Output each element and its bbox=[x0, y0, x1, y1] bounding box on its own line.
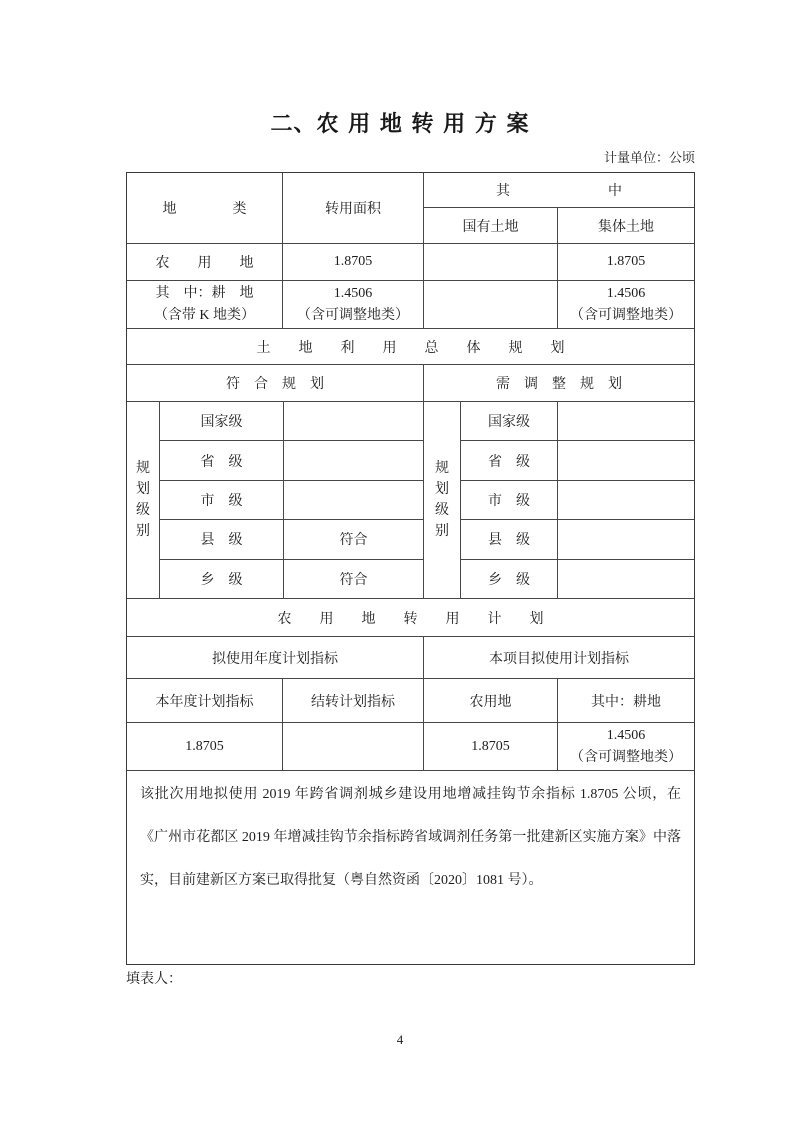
adjust-level-township: 乡 级 bbox=[461, 560, 558, 598]
conform-row-township bbox=[160, 560, 423, 598]
agricultural-area-value: 1.8705 bbox=[283, 244, 424, 280]
adjust-value-provincial bbox=[558, 441, 694, 479]
header-of-which-group bbox=[424, 173, 694, 243]
val-cultivated-land bbox=[558, 723, 694, 770]
conform-level-label-cell bbox=[127, 402, 160, 598]
plan-indicator-header-row bbox=[127, 637, 694, 679]
val-agricultural-land: 1.8705 bbox=[424, 723, 558, 770]
conform-row-national bbox=[160, 402, 423, 441]
conform-value-municipal bbox=[284, 481, 423, 519]
page-title: 二、农 用 地 转 用 方 案 bbox=[270, 112, 530, 137]
conform-value-national bbox=[284, 402, 423, 440]
form-filler-label: 填表人： bbox=[126, 972, 182, 987]
val-current-year-indicator: 1.8705 bbox=[127, 723, 283, 770]
conform-level-county: 县 级 bbox=[160, 520, 284, 558]
adjust-level-national: 国家级 bbox=[461, 402, 558, 440]
cultivated-label bbox=[127, 281, 283, 328]
adjust-level-county: 县 级 bbox=[461, 520, 558, 558]
adjust-level-label-cell bbox=[424, 402, 461, 598]
conform-row-county bbox=[160, 520, 423, 559]
cultivated-area-line2: （含可调整地类） bbox=[297, 307, 409, 323]
annual-indicator-header: 拟使用年度计划指标 bbox=[127, 637, 424, 678]
adjust-row-national bbox=[461, 402, 694, 441]
conform-value-township: 符合 bbox=[339, 572, 368, 588]
cultivated-collective-value bbox=[558, 281, 694, 328]
col-cultivated-land: 其中：耕地 bbox=[591, 694, 661, 710]
table-header-row bbox=[127, 173, 694, 244]
conform-level-municipal: 市 级 bbox=[160, 481, 284, 519]
plan-indicator-values-row bbox=[127, 723, 694, 771]
conform-row-provincial bbox=[160, 441, 423, 480]
header-of-which: 其 中 bbox=[424, 173, 694, 208]
adjust-level-rows bbox=[461, 402, 694, 598]
planning-subheader-row bbox=[127, 365, 694, 402]
adjust-planning-block bbox=[424, 402, 694, 598]
col-agricultural-land: 农用地 bbox=[424, 679, 558, 722]
land-conversion-table bbox=[126, 172, 695, 965]
cultivated-collective-line1: 1.4506 bbox=[606, 285, 646, 301]
conform-value-county: 符合 bbox=[339, 533, 368, 549]
val-cultivated-line2: （含可调整地类） bbox=[570, 749, 682, 765]
note-paragraph: 该批次用地拟使用 2019 年跨省调剂城乡建设用地增减挂钩节余指标 1.8705 公顷，在《广州市花都区 2019 年增减挂钩节余指标跨省域调剂任务第一批建新区实施方案》中落实，目前建新区方案已取得批复（粤自然资函〔2020〕1081 号）。 bbox=[140, 787, 681, 888]
measurement-unit-note: 计量单位：公顷 bbox=[603, 150, 695, 165]
header-collective: 集体土地 bbox=[598, 219, 654, 235]
cultivated-area-value bbox=[283, 281, 424, 328]
conform-level-label: 规划级别 bbox=[136, 461, 150, 539]
adjust-row-county bbox=[461, 520, 694, 559]
conform-level-township: 乡 级 bbox=[160, 560, 284, 598]
plan-indicator-subheader-row bbox=[127, 679, 694, 723]
header-conversion-area: 转用面积 bbox=[283, 173, 424, 243]
conform-row-municipal bbox=[160, 481, 423, 520]
page-number: 4 bbox=[396, 1032, 404, 1047]
adjust-row-provincial bbox=[461, 441, 694, 480]
cultivated-collective-line2: （含可调整地类） bbox=[570, 307, 682, 323]
cultivated-land-row bbox=[127, 281, 694, 329]
header-of-which-split bbox=[424, 208, 694, 243]
adjust-row-municipal bbox=[461, 481, 694, 520]
cultivated-label-line2: （含带 K 地类） bbox=[153, 307, 256, 323]
val-carryover-indicator bbox=[283, 723, 424, 770]
cultivated-state-value bbox=[424, 281, 558, 328]
conform-planning-block bbox=[127, 402, 424, 598]
adjust-planning-header: 需 调 整 规 划 bbox=[496, 377, 622, 392]
cultivated-area-line1: 1.4506 bbox=[333, 285, 373, 301]
agricultural-land-row bbox=[127, 244, 694, 281]
overall-planning-title-row bbox=[127, 329, 694, 365]
header-state-owned: 国有土地 bbox=[424, 208, 558, 243]
agricultural-collective-value: 1.8705 bbox=[606, 254, 646, 269]
conform-level-national: 国家级 bbox=[160, 402, 284, 440]
adjust-value-national bbox=[558, 402, 694, 440]
adjust-value-municipal bbox=[558, 481, 694, 519]
agricultural-label: 农 用 地 bbox=[127, 244, 283, 280]
agricultural-state-value bbox=[424, 244, 558, 280]
conform-level-provincial: 省 级 bbox=[160, 441, 284, 479]
conform-planning-header: 符 合 规 划 bbox=[127, 365, 424, 401]
adjust-value-township bbox=[558, 560, 694, 598]
cultivated-label-line1: 其 中：耕 地 bbox=[155, 285, 254, 301]
adjust-level-provincial: 省 级 bbox=[461, 441, 558, 479]
planning-levels-block bbox=[127, 402, 694, 599]
col-current-year-indicator: 本年度计划指标 bbox=[127, 679, 283, 722]
col-carryover-indicator: 结转计划指标 bbox=[283, 679, 424, 722]
note-row bbox=[127, 771, 694, 964]
conversion-plan-title-row bbox=[127, 599, 694, 637]
adjust-level-label: 规划级别 bbox=[435, 461, 449, 539]
adjust-row-township bbox=[461, 560, 694, 598]
adjust-level-municipal: 市 级 bbox=[461, 481, 558, 519]
header-land-class: 地 类 bbox=[127, 173, 283, 243]
conversion-plan-title: 农 用 地 转 用 计 划 bbox=[277, 611, 544, 627]
overall-planning-title: 土 地 利 用 总 体 规 划 bbox=[256, 340, 565, 356]
adjust-value-county bbox=[558, 520, 694, 558]
project-indicator-header: 本项目拟使用计划指标 bbox=[489, 651, 629, 667]
conform-level-rows bbox=[160, 402, 423, 598]
conform-value-provincial bbox=[284, 441, 423, 479]
val-cultivated-line1: 1.4506 bbox=[606, 727, 646, 743]
